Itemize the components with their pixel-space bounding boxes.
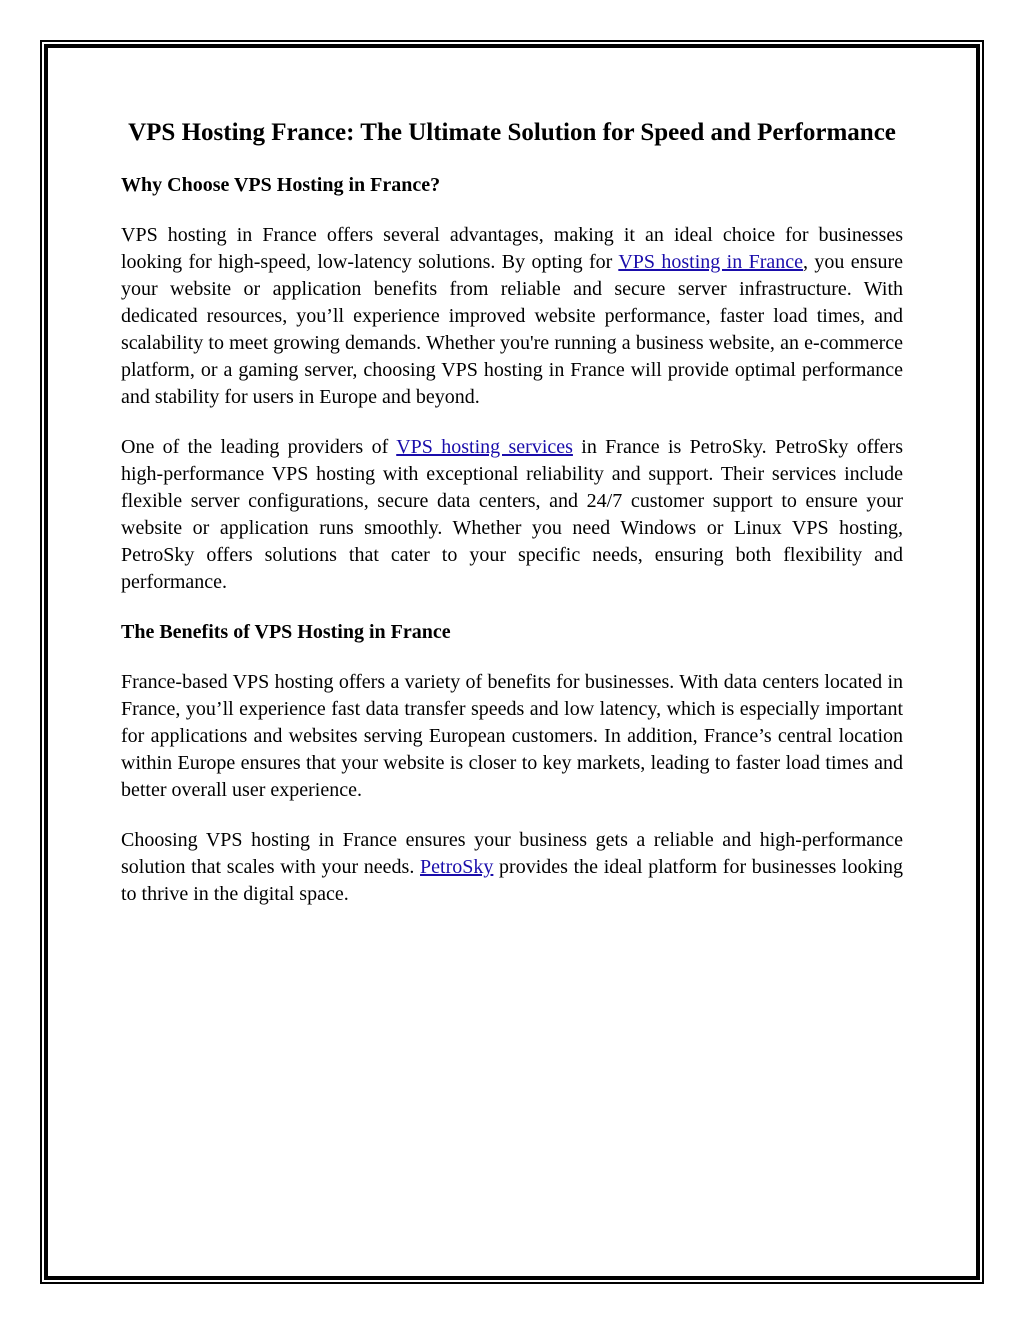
paragraph-text: , you ensure your website or application benefits from reliable and secure server infrastructure. With dedicated resources, you’ll experience improved website performance, faster load times, and scalability to meet growing demands. Whether you're running a business website, an e-commerce platform, or a gaming server, choosing VPS hosting in France will provide optimal performance and stability for users in Europe and beyond. bbox=[121, 251, 903, 408]
paragraph-conclusion bbox=[121, 827, 903, 908]
link-petrosky[interactable]: PetroSky bbox=[420, 856, 494, 878]
section-heading-why-choose: Why Choose VPS Hosting in France? bbox=[121, 174, 441, 196]
paragraph-advantages bbox=[121, 222, 903, 411]
paragraph-text: Choosing VPS hosting in France ensures your business gets a reliable and high-performance solution that scales with your needs. bbox=[121, 829, 903, 878]
document-title: VPS Hosting France: The Ultimate Solution for Speed and Performance bbox=[128, 119, 896, 146]
document-body bbox=[121, 117, 903, 908]
paragraph-text: provides the ideal platform for businesses looking to thrive in the digital space. bbox=[121, 856, 904, 905]
section-heading-benefits: The Benefits of VPS Hosting in France bbox=[121, 621, 451, 643]
link-vps-hosting-services[interactable]: VPS hosting services bbox=[396, 436, 573, 458]
paragraph-text: One of the leading providers of bbox=[121, 436, 397, 458]
paragraph-benefits: France-based VPS hosting offers a variety of benefits for businesses. With data centers located in France, you’ll experience fast data transfer speeds and low latency, which is especially important for applications and websites serving European customers. In addition, France’s central location within Europe ensures that your website is closer to key markets, leading to faster load times and better overall user experience. bbox=[121, 671, 903, 801]
paragraph-petrosky-provider bbox=[121, 434, 903, 596]
paragraph-text: in France is PetroSky. PetroSky offers high-performance VPS hosting with exceptional reliability and support. Their services include flexible server configurations, secure data centers, and 24/7 customer support to ensure your website or application runs smoothly. Whether you need Windows or Linux VPS hosting, PetroSky offers solutions that cater to your specific needs, ensuring both flexibility and performance. bbox=[121, 436, 903, 593]
link-vps-hosting-in-france[interactable]: VPS hosting in France bbox=[618, 251, 804, 273]
paragraph-text: VPS hosting in France offers several advantages, making it an ideal choice for businesses looking for high-speed, low-latency solutions. By opting for bbox=[121, 224, 903, 273]
